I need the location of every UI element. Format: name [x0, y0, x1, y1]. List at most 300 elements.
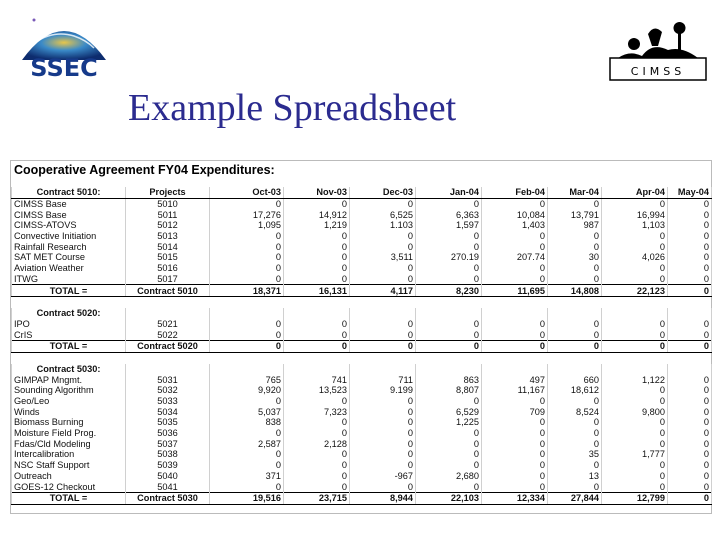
table-cell: 0: [548, 329, 602, 340]
table-cell: 2,680: [416, 471, 482, 482]
table-cell: 1,219: [284, 220, 350, 231]
table-cell: 0: [482, 231, 548, 242]
table-cell: 0: [548, 340, 602, 352]
table-cell: [210, 308, 284, 319]
table-cell: TOTAL =: [12, 340, 126, 352]
table-cell: 0: [284, 471, 350, 482]
table-cell: 0: [350, 406, 416, 417]
table-cell: 14,808: [548, 285, 602, 297]
table-cell: 35: [548, 449, 602, 460]
table-cell: 0: [416, 274, 482, 285]
table-cell: 0: [350, 460, 416, 471]
table-cell: 1,095: [210, 220, 284, 231]
table-cell: 0: [210, 231, 284, 242]
table-cell: 0: [210, 252, 284, 263]
table-cell: 7,323: [284, 406, 350, 417]
table-cell: 0: [350, 417, 416, 428]
table-cell: 765: [210, 374, 284, 385]
table-cell: 0: [668, 231, 712, 242]
table-cell: Aviation Weather: [12, 263, 126, 274]
table-cell: 0: [350, 274, 416, 285]
table-cell: 19,516: [210, 492, 284, 504]
table-cell: Contract 5030:: [12, 364, 126, 375]
table-cell: 0: [548, 428, 602, 439]
table-cell: 5035: [126, 417, 210, 428]
table-cell: Contract 5030: [126, 492, 210, 504]
table-cell: 0: [350, 438, 416, 449]
table-cell: 5022: [126, 329, 210, 340]
table-cell: 6,525: [350, 209, 416, 220]
table-cell: 5034: [126, 406, 210, 417]
table-cell: 3,511: [350, 252, 416, 263]
table-cell: 5039: [126, 460, 210, 471]
table-cell: 660: [548, 374, 602, 385]
table-cell: 22,123: [602, 285, 668, 297]
table-cell: 0: [482, 471, 548, 482]
table-row: [12, 385, 712, 396]
table-row: [12, 438, 712, 449]
table-row: [12, 263, 712, 274]
table-cell: 0: [210, 274, 284, 285]
table-cell: 0: [350, 396, 416, 407]
table-cell: [126, 364, 210, 375]
table-cell: 0: [284, 263, 350, 274]
table-cell: 863: [416, 374, 482, 385]
table-cell: 4,026: [602, 252, 668, 263]
table-cell: 1,403: [482, 220, 548, 231]
table-cell: SAT MET Course: [12, 252, 126, 263]
table-cell: Contract 5020: [126, 340, 210, 352]
table-cell: CIMSS Base: [12, 198, 126, 209]
table-cell: 5032: [126, 385, 210, 396]
table-cell: 17,276: [210, 209, 284, 220]
table-cell: 0: [548, 417, 602, 428]
table-cell: 0: [482, 460, 548, 471]
table-cell: 0: [602, 481, 668, 492]
table-cell: 0: [482, 438, 548, 449]
table-cell: Dec-03: [350, 187, 416, 198]
table-cell: [482, 364, 548, 375]
table-cell: 0: [350, 481, 416, 492]
ssec-logo: [14, 12, 114, 82]
table-cell: Feb-04: [482, 187, 548, 198]
table-cell: 5010: [126, 198, 210, 209]
table-cell: 14,912: [284, 209, 350, 220]
table-cell: CIMSS-ATOVS: [12, 220, 126, 231]
table-cell: 23,715: [284, 492, 350, 504]
table-cell: 5011: [126, 209, 210, 220]
table-cell: 0: [284, 329, 350, 340]
table-cell: Jan-04: [416, 187, 482, 198]
table-cell: 0: [668, 252, 712, 263]
table-cell: 0: [482, 274, 548, 285]
table-row: [12, 417, 712, 428]
table-cell: 0: [668, 285, 712, 297]
table-row: [12, 396, 712, 407]
table-cell: Oct-03: [210, 187, 284, 198]
table-cell: 2,587: [210, 438, 284, 449]
table-cell: -967: [350, 471, 416, 482]
table-cell: 0: [416, 396, 482, 407]
table-cell: 13,791: [548, 209, 602, 220]
table-cell: 371: [210, 471, 284, 482]
table-row: [12, 471, 712, 482]
table-cell: 0: [284, 460, 350, 471]
table-cell: IPO: [12, 319, 126, 330]
table-cell: 0: [602, 231, 668, 242]
table-cell: 6,529: [416, 406, 482, 417]
table-row: [12, 374, 712, 385]
table-cell: 5021: [126, 319, 210, 330]
table-cell: Fdas/Cld Modeling: [12, 438, 126, 449]
table-cell: 0: [350, 231, 416, 242]
table-cell: 0: [416, 449, 482, 460]
table-cell: 11,695: [482, 285, 548, 297]
table-cell: 0: [210, 329, 284, 340]
table-cell: 0: [668, 492, 712, 504]
table-cell: [602, 364, 668, 375]
table-cell: 0: [350, 241, 416, 252]
table-cell: 0: [602, 198, 668, 209]
section-heading-row: [12, 308, 712, 319]
table-cell: 0: [482, 481, 548, 492]
table-cell: 16,131: [284, 285, 350, 297]
table-cell: Intercalibration: [12, 449, 126, 460]
table-cell: 0: [668, 274, 712, 285]
table-cell: 0: [284, 340, 350, 352]
table-cell: 8,524: [548, 406, 602, 417]
table-cell: 8,807: [416, 385, 482, 396]
table-row: [12, 220, 712, 231]
table-cell: 0: [350, 428, 416, 439]
table-cell: 0: [668, 220, 712, 231]
table-cell: [602, 308, 668, 319]
table-cell: 0: [416, 198, 482, 209]
table-cell: 0: [668, 198, 712, 209]
table-cell: 0: [416, 329, 482, 340]
table-cell: 0: [482, 449, 548, 460]
table-cell: 0: [482, 396, 548, 407]
table-cell: Convective Initiation: [12, 231, 126, 242]
table-cell: 0: [210, 241, 284, 252]
table-cell: 0: [548, 438, 602, 449]
table-cell: 0: [482, 241, 548, 252]
table-cell: 18,371: [210, 285, 284, 297]
table-cell: TOTAL =: [12, 285, 126, 297]
table-cell: 0: [482, 329, 548, 340]
table-cell: 0: [602, 263, 668, 274]
spacer-row: [12, 296, 712, 308]
slide-title: Example Spreadsheet: [128, 87, 457, 129]
table-cell: 1,597: [416, 220, 482, 231]
table-cell: 0: [416, 231, 482, 242]
table-cell: 0: [210, 428, 284, 439]
table-cell: 0: [668, 209, 712, 220]
table-cell: GOES-12 Checkout: [12, 481, 126, 492]
table-cell: 0: [668, 417, 712, 428]
table-row: [12, 231, 712, 242]
table-cell: 0: [482, 263, 548, 274]
table-cell: [126, 308, 210, 319]
table-cell: 0: [668, 340, 712, 352]
table-cell: 9,800: [602, 406, 668, 417]
table-cell: 16,994: [602, 209, 668, 220]
table-cell: 0: [668, 449, 712, 460]
table-cell: 838: [210, 417, 284, 428]
table-cell: 1.103: [350, 220, 416, 231]
total-row: [12, 285, 712, 297]
table-cell: 0: [668, 460, 712, 471]
table-cell: 12,799: [602, 492, 668, 504]
table-row: [12, 209, 712, 220]
table-cell: 0: [602, 396, 668, 407]
table-cell: 0: [284, 417, 350, 428]
table-header-row: [12, 187, 712, 198]
table-row: [12, 198, 712, 209]
table-cell: 5031: [126, 374, 210, 385]
table-cell: CIMSS Base: [12, 209, 126, 220]
table-cell: 0: [482, 319, 548, 330]
spreadsheet-title: Cooperative Agreement FY04 Expenditures:: [14, 163, 275, 177]
table-cell: Winds: [12, 406, 126, 417]
table-cell: 0: [284, 252, 350, 263]
table-cell: 0: [416, 460, 482, 471]
table-cell: 5012: [126, 220, 210, 231]
table-cell: 5033: [126, 396, 210, 407]
table-cell: Contract 5020:: [12, 308, 126, 319]
table-cell: 0: [210, 340, 284, 352]
table-cell: 0: [548, 460, 602, 471]
table-row: [12, 241, 712, 252]
table-cell: 11,167: [482, 385, 548, 396]
table-cell: May-04: [668, 187, 712, 198]
table-cell: 9.199: [350, 385, 416, 396]
table-cell: 709: [482, 406, 548, 417]
table-cell: 987: [548, 220, 602, 231]
table-cell: 22,103: [416, 492, 482, 504]
table-cell: 0: [416, 263, 482, 274]
table-cell: 12,334: [482, 492, 548, 504]
table-cell: 0: [548, 396, 602, 407]
cimss-logo-text: CIMSS: [630, 65, 686, 78]
table-row: [12, 274, 712, 285]
table-cell: GIMPAP Mngmt.: [12, 374, 126, 385]
table-cell: 0: [210, 460, 284, 471]
table-cell: 0: [668, 406, 712, 417]
table-cell: 0: [602, 460, 668, 471]
table-cell: Projects: [126, 187, 210, 198]
table-cell: 0: [548, 241, 602, 252]
section-heading-row: [12, 364, 712, 375]
table-row: [12, 449, 712, 460]
table-cell: 4,117: [350, 285, 416, 297]
table-cell: 0: [668, 319, 712, 330]
table-cell: 0: [602, 428, 668, 439]
table-cell: 0: [350, 319, 416, 330]
table-cell: 0: [602, 274, 668, 285]
table-row: [12, 329, 712, 340]
table-cell: 0: [602, 319, 668, 330]
table-cell: 270.19: [416, 252, 482, 263]
table-cell: 0: [602, 241, 668, 252]
table-cell: 0: [668, 374, 712, 385]
table-cell: 0: [416, 241, 482, 252]
table-cell: 5017: [126, 274, 210, 285]
table-cell: 0: [210, 198, 284, 209]
table-cell: 5040: [126, 471, 210, 482]
table-cell: 5038: [126, 449, 210, 460]
table-cell: 0: [284, 396, 350, 407]
table-cell: Rainfall Research: [12, 241, 126, 252]
table-cell: 741: [284, 374, 350, 385]
table-cell: 13: [548, 471, 602, 482]
table-cell: 0: [548, 198, 602, 209]
table-cell: 711: [350, 374, 416, 385]
table-cell: 0: [482, 198, 548, 209]
table-cell: 5037: [126, 438, 210, 449]
table-cell: [284, 308, 350, 319]
table-cell: 0: [350, 340, 416, 352]
table-row: [12, 481, 712, 492]
table-cell: [482, 308, 548, 319]
total-row: [12, 492, 712, 504]
table-cell: 0: [284, 319, 350, 330]
table-cell: Apr-04: [602, 187, 668, 198]
table-cell: 0: [210, 449, 284, 460]
table-cell: 5,037: [210, 406, 284, 417]
table-cell: 0: [210, 481, 284, 492]
table-cell: 5041: [126, 481, 210, 492]
table-cell: Outreach: [12, 471, 126, 482]
table-cell: 0: [210, 396, 284, 407]
table-cell: 8,230: [416, 285, 482, 297]
table-cell: 0: [284, 198, 350, 209]
table-cell: Biomass Burning: [12, 417, 126, 428]
table-cell: 1,777: [602, 449, 668, 460]
table-cell: 5013: [126, 231, 210, 242]
table-row: [12, 460, 712, 471]
table-cell: 0: [284, 231, 350, 242]
table-cell: [284, 364, 350, 375]
table-cell: 6,363: [416, 209, 482, 220]
table-cell: [548, 308, 602, 319]
table-cell: 0: [284, 241, 350, 252]
total-row: [12, 340, 712, 352]
table-cell: 0: [668, 385, 712, 396]
expenditure-table: [11, 187, 712, 505]
table-cell: 497: [482, 374, 548, 385]
table-cell: 0: [602, 329, 668, 340]
table-cell: 0: [548, 263, 602, 274]
table-cell: 0: [602, 438, 668, 449]
table-cell: 0: [416, 340, 482, 352]
table-cell: Mar-04: [548, 187, 602, 198]
table-row: [12, 428, 712, 439]
table-cell: 5014: [126, 241, 210, 252]
table-cell: 0: [350, 263, 416, 274]
table-cell: 0: [668, 428, 712, 439]
table-cell: 0: [668, 481, 712, 492]
table-cell: 0: [210, 319, 284, 330]
table-cell: 8,944: [350, 492, 416, 504]
table-cell: [350, 364, 416, 375]
table-cell: 0: [548, 481, 602, 492]
table-cell: [416, 308, 482, 319]
table-row: [12, 252, 712, 263]
table-cell: 0: [482, 417, 548, 428]
table-cell: 10,084: [482, 209, 548, 220]
table-cell: [350, 308, 416, 319]
table-cell: Sounding Algorithm: [12, 385, 126, 396]
table-cell: 0: [284, 481, 350, 492]
table-cell: 30: [548, 252, 602, 263]
table-cell: [668, 308, 712, 319]
table-cell: 0: [350, 329, 416, 340]
table-cell: [668, 364, 712, 375]
table-cell: 0: [668, 241, 712, 252]
table-cell: 0: [482, 428, 548, 439]
table-cell: 0: [548, 274, 602, 285]
table-cell: Contract 5010:: [12, 187, 126, 198]
table-cell: 207.74: [482, 252, 548, 263]
spacer-row: [12, 352, 712, 364]
table-cell: 13,523: [284, 385, 350, 396]
table-cell: TOTAL =: [12, 492, 126, 504]
table-cell: ITWG: [12, 274, 126, 285]
table-cell: [548, 364, 602, 375]
table-cell: [210, 364, 284, 375]
table-cell: 0: [602, 417, 668, 428]
table-row: [12, 319, 712, 330]
table-cell: 1,103: [602, 220, 668, 231]
table-cell: 0: [548, 319, 602, 330]
table-cell: 0: [482, 340, 548, 352]
table-cell: 5015: [126, 252, 210, 263]
table-cell: 1,225: [416, 417, 482, 428]
table-cell: 0: [668, 471, 712, 482]
table-cell: 1,122: [602, 374, 668, 385]
table-cell: Contract 5010: [126, 285, 210, 297]
table-cell: 0: [668, 329, 712, 340]
table-cell: CrIS: [12, 329, 126, 340]
table-cell: 0: [284, 274, 350, 285]
table-cell: 0: [602, 471, 668, 482]
table-cell: 0: [602, 385, 668, 396]
table-cell: 2,128: [284, 438, 350, 449]
table-cell: 0: [416, 319, 482, 330]
table-cell: [416, 364, 482, 375]
table-cell: Moisture Field Prog.: [12, 428, 126, 439]
table-cell: 0: [668, 263, 712, 274]
table-cell: 0: [284, 428, 350, 439]
table-cell: 0: [416, 428, 482, 439]
table-row: [12, 406, 712, 417]
table-cell: 0: [668, 438, 712, 449]
table-cell: Nov-03: [284, 187, 350, 198]
table-cell: 0: [602, 340, 668, 352]
table-cell: 0: [284, 449, 350, 460]
table-cell: Geo/Leo: [12, 396, 126, 407]
table-cell: 18,612: [548, 385, 602, 396]
ssec-logo-text: SSEC: [30, 54, 98, 82]
table-cell: 5036: [126, 428, 210, 439]
table-cell: 27,844: [548, 492, 602, 504]
table-cell: 9,920: [210, 385, 284, 396]
table-cell: 0: [210, 263, 284, 274]
table-cell: 0: [416, 481, 482, 492]
table-cell: 0: [416, 438, 482, 449]
cimss-logo: [608, 20, 708, 82]
